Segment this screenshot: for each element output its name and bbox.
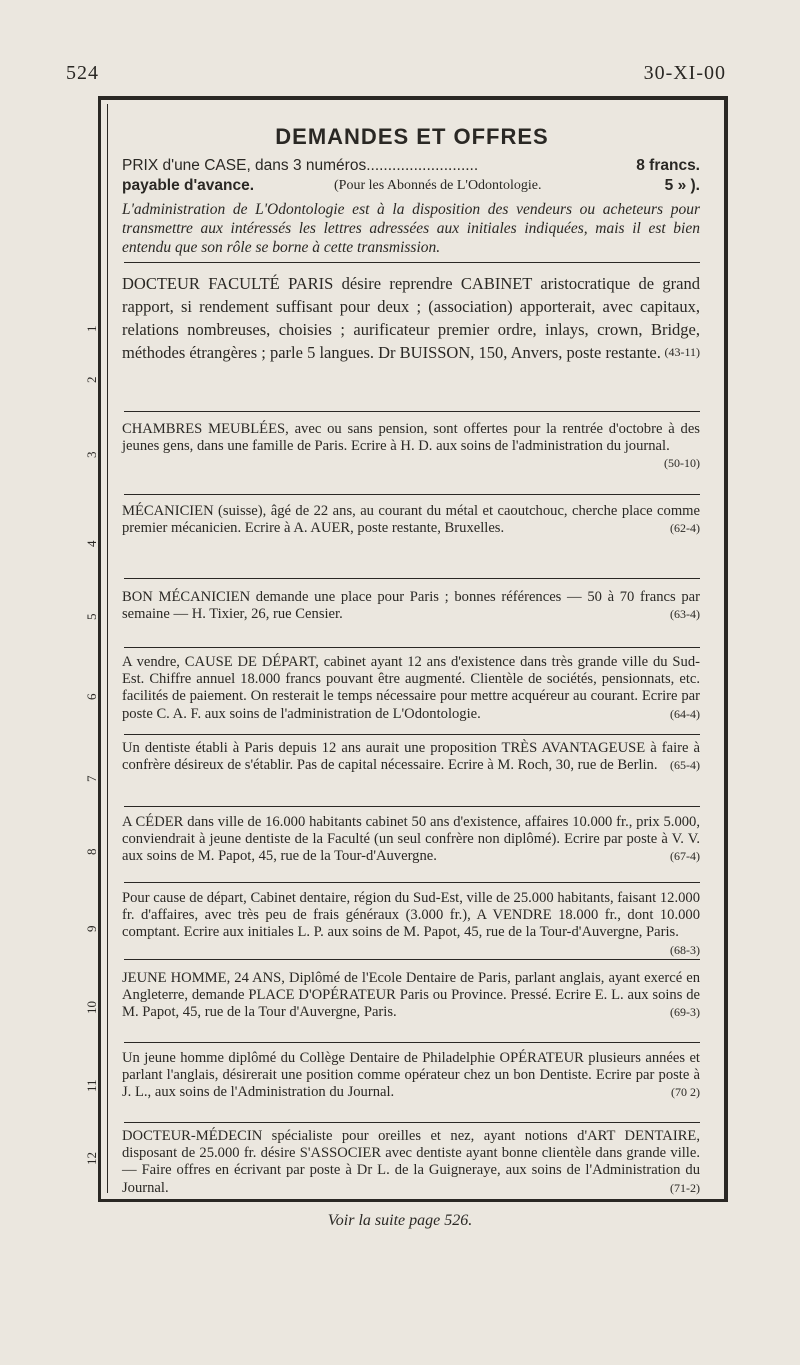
classified-ad (122, 272, 700, 364)
margin-number: 5 (84, 613, 99, 620)
classified-ad (122, 589, 700, 623)
ad-reference: (69-3) (670, 1005, 700, 1020)
margin-number: 4 (84, 540, 99, 547)
price-line-1 (122, 156, 700, 175)
margin-number: 2 (84, 376, 99, 383)
ad-text: Pour cause de départ, Cabinet dentaire, région du Sud-Est, ville de 25.000 habitants, faisant 12.000 fr. d'affaires, avec très peu de frais généraux (3.000 fr.), A VENDRE 18.000 fr., dont 10.000 comptant. Ecrire aux initiales L. P. aux soins de M. Papot, 45, rue de la Tour-d'Auvergne, Paris. (122, 890, 700, 941)
classifieds-inner (107, 104, 716, 1196)
ad-text: BON MÉCANICIEN demande une place pour Paris ; bonnes références — 50 à 70 francs par semaine — H. Tixier, 26, rue Censier. (122, 589, 700, 623)
divider (124, 647, 700, 648)
continued-note: Voir la suite page 526. (327, 1212, 473, 1229)
ad-reference: (65-4) (670, 758, 700, 773)
divider (124, 1042, 700, 1043)
payment-terms: payable d'avance. (122, 177, 255, 194)
ad-text: CHAMBRES MEUBLÉES, avec ou sans pension, sont offertes pour la rentrée d'octobre à des jeunes gens, dans une famille de Paris. Ecrire à H. D. aux soins de l'administration du journal. (122, 421, 700, 455)
ad-text: MÉCANICIEN (suisse), âgé de 22 ans, au courant du métal et caoutchouc, cherche place comme premier mécanicien. Ecrire à A. AUER, poste restante, Bruxelles. (122, 503, 700, 537)
section-title: DEMANDES ET OFFRES (275, 124, 549, 149)
issue-date: 30-XI-00 (643, 62, 726, 84)
subscriber-price: 5 » ). (664, 177, 700, 194)
price-amount: 8 francs. (636, 157, 700, 174)
margin-number: 7 (84, 775, 99, 782)
divider (124, 1122, 700, 1123)
margin-number: 10 (84, 1001, 99, 1014)
ad-reference: (67-4) (670, 849, 700, 864)
ad-text: A CÉDER dans ville de 16.000 habitants cabinet 50 ans d'existence, affaires 10.000 fr., prix 5.000, conviendrait à jeune dentiste de la Faculté (un seul confrère non diplômé). Ecrire par poste à V. V. aux soins de M. Papot, 45, rue de la Tour-d'Auvergne. (122, 814, 700, 865)
page-number: 524 (66, 62, 99, 84)
ad-text: Un jeune homme diplômé du Collège Dentaire de Philadelphie OPÉRATEUR plusieurs années et parlant l'anglais, désirerait une position comme opérateur chez un bon Dentiste. Ecrire par poste à J. L., aux soins de l'Administration du Journal. (122, 1050, 700, 1101)
margin-number: 3 (84, 451, 99, 458)
classified-ad (122, 970, 700, 1022)
ad-reference: (70 2) (671, 1085, 700, 1100)
classified-ad (122, 503, 700, 537)
divider (124, 806, 700, 807)
margin-number: 8 (84, 848, 99, 855)
ad-reference: (50-10) (664, 456, 700, 471)
intro-notice: L'administration de L'Odontologie est à la disposition des vendeurs ou acheteurs pour transmettre aux intéressés les lettres adressées aux initiales indiquées, mais il est bien entendu que son rôle se borne à cette transmission. (122, 201, 700, 256)
ad-reference: (68-3) (670, 942, 700, 957)
ad-reference: (64-4) (670, 706, 700, 721)
ad-text: DOCTEUR-MÉDECIN spécialiste pour oreilles et nez, ayant notions d'ART DENTAIRE, disposant de 25.000 fr. désire S'ASSOCIER avec dentiste ayant bonne clientèle dans grande ville. — Faire offres en écrivant par poste à Dr L. de la Guigneraye, aux soins de l'Administration du Journal. (122, 1128, 700, 1196)
classifieds-frame (98, 96, 728, 1202)
margin-number: 12 (84, 1152, 99, 1165)
divider (124, 959, 700, 960)
ad-reference: (71-2) (670, 1180, 700, 1195)
price-label: PRIX d'une CASE, dans 3 numéros.......................... (122, 157, 479, 174)
price-line-2 (122, 176, 700, 195)
classified-ad (122, 740, 700, 774)
subscriber-note: (Pour les Abonnés de L'Odontologie. (334, 178, 542, 193)
divider (124, 882, 700, 883)
divider (124, 734, 700, 735)
margin-number: 1 (84, 325, 99, 332)
classified-ad (122, 421, 700, 473)
classified-ad (122, 1050, 700, 1102)
classified-ad (122, 814, 700, 866)
ad-reference: (43-11) (664, 345, 700, 359)
ad-text: Un dentiste établi à Paris depuis 12 ans aurait une proposition TRÈS AVANTAGEUSE à faire à confrère désireux de s'établir. Pas de capital nécessaire. Ecrire à M. Roch, 30, rue de Berlin. (122, 740, 700, 774)
classified-ad (122, 654, 700, 723)
divider (124, 578, 700, 579)
page-header (66, 62, 726, 92)
margin-number: 6 (84, 693, 99, 700)
ad-text: DOCTEUR FACULTÉ PARIS désire reprendre CABINET aristocratique de grand rapport, si rendement suffisant pour deux ; (association) apporterait, avec capitaux, relations nombreuses, choisies ; aurificateur premier ordre, inlays, crown, Bridge, méthodes étrangères ; parle 5 langues. Dr BUISSON, 150, Anvers, poste restante. (122, 274, 700, 362)
divider (124, 411, 700, 412)
classified-ad (122, 890, 700, 959)
classified-ad (122, 1128, 700, 1197)
divider (124, 262, 700, 263)
margin-number: 11 (84, 1079, 99, 1092)
ad-reference: (62-4) (670, 521, 700, 536)
ad-text: JEUNE HOMME, 24 ANS, Diplômé de l'Ecole Dentaire de Paris, parlant anglais, ayant exercé en Angleterre, demande PLACE D'OPÉRATEUR Paris ou Province. Pressé. Ecrire E. L. aux soins de M. Papot, 45, rue de la Tour d'Auvergne, Paris. (122, 970, 700, 1021)
ad-reference: (63-4) (670, 607, 700, 622)
margin-line-numbers (0, 0, 98, 1365)
margin-number: 9 (84, 925, 99, 932)
ad-text: A vendre, CAUSE DE DÉPART, cabinet ayant 12 ans d'existence dans très grande ville du Sud-Est. Chiffre annuel 18.000 francs pouvant être augmenté. Clientèle de sociétés, pensionnats, etc. facilités de paiement. On resterait le temps nécessaire pour mettre acquéreur au courant. Ecrire par poste C. A. F. aux soins de l'administration de L'Odontologie. (122, 654, 700, 722)
divider (124, 494, 700, 495)
